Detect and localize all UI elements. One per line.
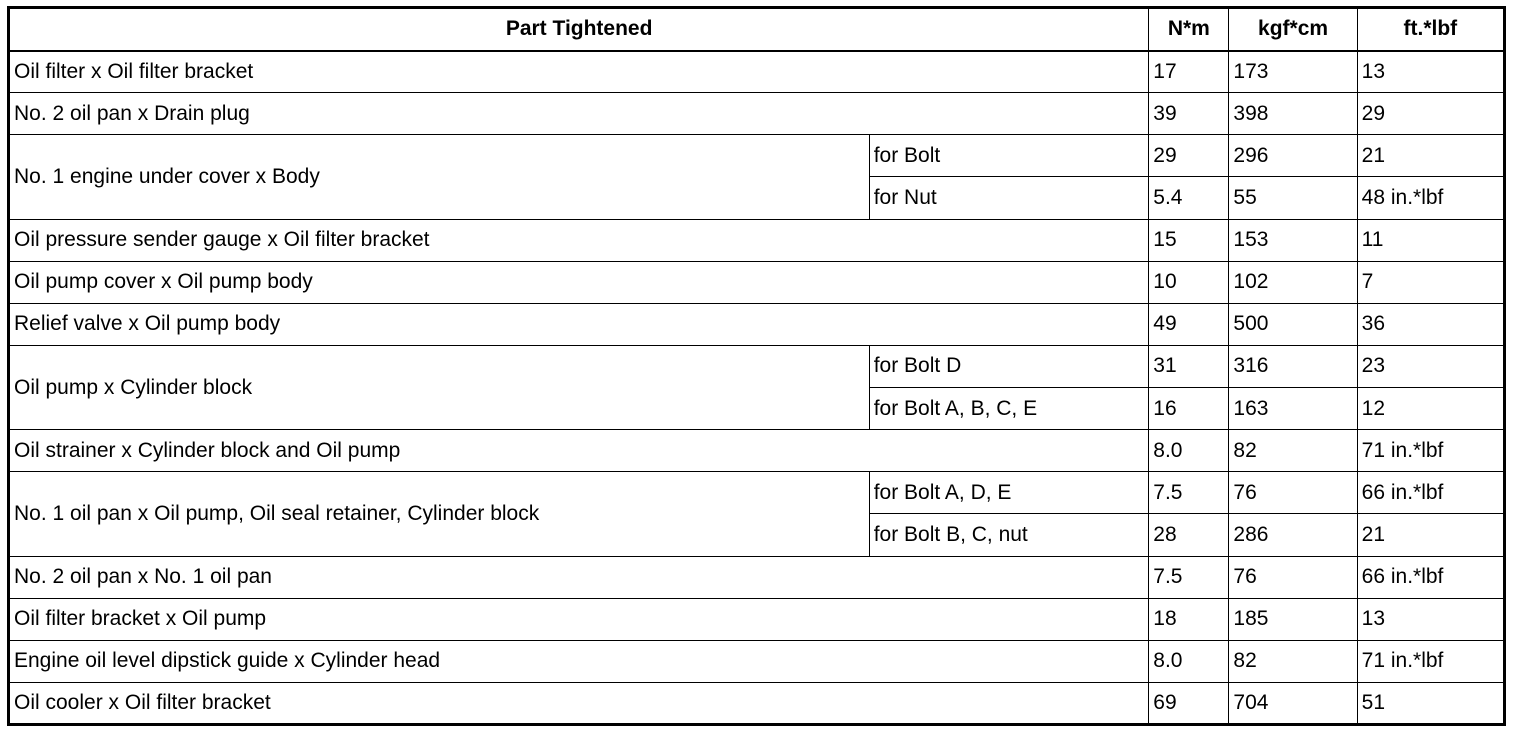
nm-cell: 28 [1149, 514, 1229, 556]
torque-spec-table [7, 6, 1506, 726]
sub-cell: for Bolt D [869, 345, 1149, 387]
kgf-cell: 296 [1229, 135, 1357, 177]
nm-cell: 8.0 [1149, 640, 1229, 682]
kgf-cell: 500 [1229, 303, 1357, 345]
ft-cell: 66 in.*lbf [1357, 472, 1504, 514]
kgf-cell: 173 [1229, 51, 1357, 93]
nm-cell: 18 [1149, 598, 1229, 640]
table-row [9, 345, 1505, 387]
part-cell: No. 2 oil pan x Drain plug [9, 93, 1149, 135]
part-cell: No. 1 oil pan x Oil pump, Oil seal retainer, Cylinder block [9, 472, 870, 556]
kgf-cell: 398 [1229, 93, 1357, 135]
nm-cell: 17 [1149, 51, 1229, 93]
part-cell: Oil filter bracket x Oil pump [9, 598, 1149, 640]
ft-cell: 71 in.*lbf [1357, 430, 1504, 472]
nm-cell: 16 [1149, 388, 1229, 430]
header-ft-lbf: ft.*lbf [1357, 8, 1504, 51]
nm-cell: 49 [1149, 303, 1229, 345]
ft-cell: 66 in.*lbf [1357, 556, 1504, 598]
part-cell: No. 1 engine under cover x Body [9, 135, 870, 219]
part-cell: No. 2 oil pan x No. 1 oil pan [9, 556, 1149, 598]
kgf-cell: 76 [1229, 556, 1357, 598]
ft-cell: 51 [1357, 682, 1504, 724]
sub-cell: for Bolt A, B, C, E [869, 388, 1149, 430]
nm-cell: 7.5 [1149, 472, 1229, 514]
kgf-cell: 76 [1229, 472, 1357, 514]
nm-cell: 29 [1149, 135, 1229, 177]
part-cell: Oil filter x Oil filter bracket [9, 51, 1149, 93]
table-row [9, 472, 1505, 514]
nm-cell: 69 [1149, 682, 1229, 724]
nm-cell: 7.5 [1149, 556, 1229, 598]
table-row [9, 93, 1505, 135]
ft-cell: 12 [1357, 388, 1504, 430]
kgf-cell: 153 [1229, 219, 1357, 261]
ft-cell: 23 [1357, 345, 1504, 387]
table-row [9, 598, 1505, 640]
part-cell: Engine oil level dipstick guide x Cylinder head [9, 640, 1149, 682]
header-kgf-cm: kgf*cm [1229, 8, 1357, 51]
ft-cell: 48 in.*lbf [1357, 177, 1504, 219]
table-row [9, 51, 1505, 93]
nm-cell: 39 [1149, 93, 1229, 135]
ft-cell: 7 [1357, 261, 1504, 303]
kgf-cell: 55 [1229, 177, 1357, 219]
part-cell: Oil pressure sender gauge x Oil filter bracket [9, 219, 1149, 261]
nm-cell: 15 [1149, 219, 1229, 261]
part-cell: Oil strainer x Cylinder block and Oil pump [9, 430, 1149, 472]
ft-cell: 13 [1357, 51, 1504, 93]
part-cell: Oil cooler x Oil filter bracket [9, 682, 1149, 724]
ft-cell: 11 [1357, 219, 1504, 261]
kgf-cell: 185 [1229, 598, 1357, 640]
table-row [9, 430, 1505, 472]
ft-cell: 21 [1357, 514, 1504, 556]
part-cell: Oil pump cover x Oil pump body [9, 261, 1149, 303]
kgf-cell: 82 [1229, 430, 1357, 472]
kgf-cell: 704 [1229, 682, 1357, 724]
nm-cell: 8.0 [1149, 430, 1229, 472]
sub-cell: for Bolt [869, 135, 1149, 177]
table-row [9, 556, 1505, 598]
table-row [9, 303, 1505, 345]
part-cell: Relief valve x Oil pump body [9, 303, 1149, 345]
nm-cell: 31 [1149, 345, 1229, 387]
ft-cell: 71 in.*lbf [1357, 640, 1504, 682]
ft-cell: 13 [1357, 598, 1504, 640]
kgf-cell: 316 [1229, 345, 1357, 387]
part-cell: Oil pump x Cylinder block [9, 345, 870, 429]
ft-cell: 21 [1357, 135, 1504, 177]
kgf-cell: 102 [1229, 261, 1357, 303]
table-row [9, 219, 1505, 261]
header-nm: N*m [1149, 8, 1229, 51]
nm-cell: 5.4 [1149, 177, 1229, 219]
ft-cell: 29 [1357, 93, 1504, 135]
sub-cell: for Bolt A, D, E [869, 472, 1149, 514]
header-part-tightened: Part Tightened [9, 8, 1149, 51]
table-row [9, 135, 1505, 177]
kgf-cell: 286 [1229, 514, 1357, 556]
kgf-cell: 82 [1229, 640, 1357, 682]
ft-cell: 36 [1357, 303, 1504, 345]
table-row [9, 682, 1505, 724]
sub-cell: for Nut [869, 177, 1149, 219]
header-row [9, 8, 1505, 51]
sub-cell: for Bolt B, C, nut [869, 514, 1149, 556]
table-row [9, 640, 1505, 682]
table-row [9, 261, 1505, 303]
kgf-cell: 163 [1229, 388, 1357, 430]
nm-cell: 10 [1149, 261, 1229, 303]
